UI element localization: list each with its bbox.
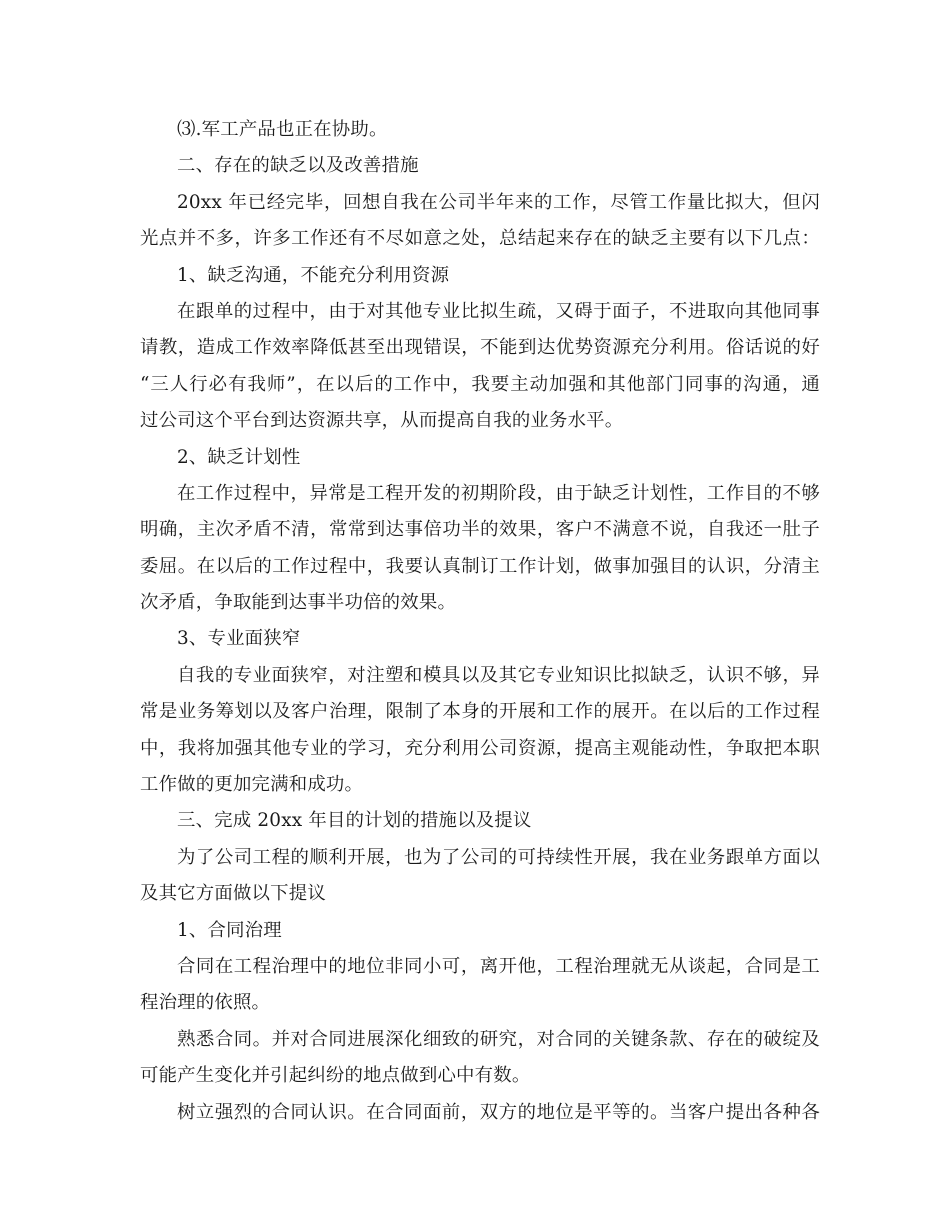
- paragraph-line: 20xx 年已经完毕，回想自我在公司半年来的工作，尽管工作量比拟大，但闪: [177, 191, 820, 213]
- paragraph-line: 次矛盾，争取能到达事半功倍的效果。: [140, 592, 457, 614]
- paragraph-line: 为了公司工程的顺利开展，也为了公司的可持续性开展，我在业务跟单方面以: [177, 846, 820, 868]
- paragraph-line: 自我的专业面狭窄，对注塑和模具以及其它专业知识比拟缺乏，认识不够，异: [177, 664, 820, 686]
- paragraph-line: 中，我将加强其他专业的学习，充分利用公司资源，提高主观能动性，争取把本职: [140, 737, 820, 759]
- paragraph-line: 明确，主次矛盾不清，常常到达事倍功半的效果，客户不满意不说，自我还一肚子: [140, 519, 820, 541]
- document-page: [140, 112, 820, 1131]
- paragraph-line: 合同在工程治理中的地位非同小可，离开他，工程治理就无从谈起，合同是工: [177, 955, 820, 977]
- paragraph-line: 光点并不多，许多工作还有不尽如意之处，总结起来存在的缺乏主要有以下几点：: [140, 228, 820, 250]
- paragraph-line: “三人行必有我师”，在以后的工作中，我要主动加强和其他部门同事的沟通，通: [140, 373, 820, 395]
- subheading-contract-management: 1、合同治理: [177, 919, 282, 941]
- paragraph-line: 程治理的依照。: [140, 992, 271, 1014]
- paragraph-line: 树立强烈的合同认识。在合同面前，双方的地位是平等的。当客户提出各种各: [177, 1101, 820, 1123]
- paragraph-line: 及其它方面做以下提议: [140, 883, 326, 905]
- paragraph-line: 委屈。在以后的工作过程中，我要认真制订工作计划，做事加强目的认识，分清主: [140, 555, 820, 577]
- section-heading-measures: 三、完成 20xx 年目的计划的措施以及提议: [177, 810, 532, 832]
- paragraph-line: 在工作过程中，异常是工程开发的初期阶段，由于缺乏计划性，工作目的不够: [177, 482, 820, 504]
- paragraph-line: 熟悉合同。并对合同进展深化细致的研究，对合同的关键条款、存在的破绽及: [177, 1028, 820, 1050]
- section-heading-shortcomings: 二、存在的缺乏以及改善措施: [177, 155, 419, 177]
- subheading-planning: 2、缺乏计划性: [177, 446, 301, 468]
- paragraph-line: 工作做的更加完满和成功。: [140, 774, 364, 796]
- subheading-narrow-expertise: 3、专业面狭窄: [177, 628, 301, 650]
- paragraph-line: 可能产生变化并引起纠纷的地点做到心中有数。: [140, 1065, 531, 1087]
- subheading-communication: 1、缺乏沟通，不能充分利用资源: [177, 264, 450, 286]
- paragraph-line: 在跟单的过程中，由于对其他专业比拟生疏，又碍于面子，不进取向其他同事: [177, 300, 820, 322]
- paragraph-line: 请教，造成工作效率降低甚至出现错误，不能到达优势资源充分利用。俗话说的好: [140, 337, 820, 359]
- paragraph-line: 过公司这个平台到达资源共享，从而提高自我的业务水平。: [140, 410, 624, 432]
- list-item-military-products: ⑶.军工产品也正在协助。: [177, 119, 388, 140]
- paragraph-line: 常是业务筹划以及客户治理，限制了本身的开展和工作的展开。在以后的工作过程: [140, 701, 820, 723]
